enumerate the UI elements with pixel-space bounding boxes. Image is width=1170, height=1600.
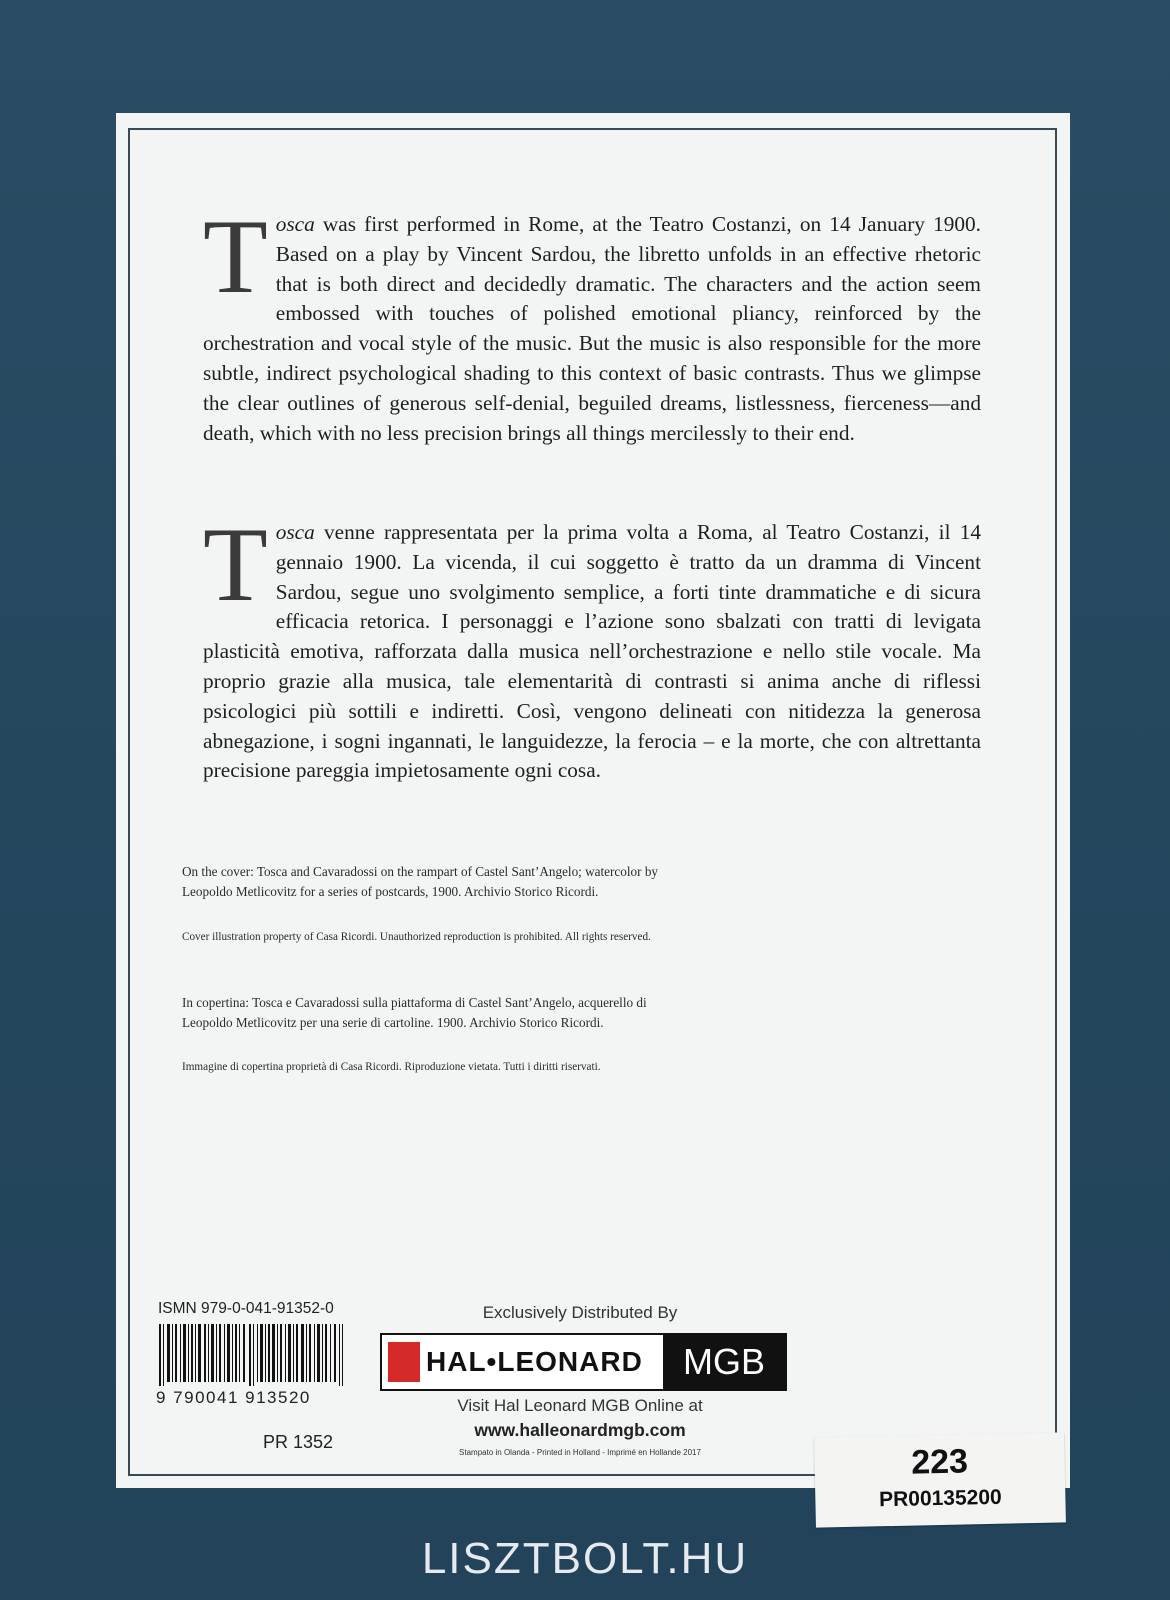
distributed-by-label: Exclusively Distributed By (482, 1303, 678, 1322)
barcode-graphic (159, 1324, 343, 1386)
hal-leonard-mgb-logo (380, 1333, 787, 1391)
barcode-digits: 9 790041 913520 (156, 1388, 311, 1407)
english-text: was first performed in Rome, at the Teatro Costanzi, on 14 January 1900. Based on a play by Vincent Sardou, the libretto unfolds in an effective rhetoric that is both direct and decidedly dramatic. The characters and the action seem embossed with touches of polished emotional pliancy, reinforced by the orchestration and vocal style of the music. But the music is also responsible for the more subtle, indirect psychological shading to this context of basic contrasts. Thus we glimpse the clear outlines of generous self-denial, beguiled dreams, listlessness, fierceness—and death, which with no less precision brings all things mercilessly to their end. (203, 212, 981, 445)
italian-description (203, 506, 981, 786)
website-url: www.halleonardmgb.com (474, 1420, 686, 1440)
cover-caption-italian: In copertina: Tosca e Cavaradossi sulla piattaforma di Castel Sant’Angelo, acquerello di Leopoldo Metlicovitz per una serie di cartoline. 1900. Archivio Storico Ricordi. (182, 995, 647, 1030)
dropcap-letter: T (203, 198, 268, 315)
ismn-label: ISMN 979-0-041-91352-0 (158, 1300, 334, 1317)
dropcap-letter: T (203, 506, 268, 623)
title-italic: osca (275, 520, 315, 544)
sticker-number: 223 (910, 1442, 969, 1482)
visit-online-label: Visit Hal Leonard MGB Online at (457, 1396, 703, 1415)
rights-notice-english: Cover illustration property of Casa Ricordi. Unauthorized reproduction is prohibited. All rights reserved. (182, 931, 651, 943)
watermark: LISZTBOLT.HU (421, 1534, 749, 1583)
english-description (203, 198, 981, 448)
price-sticker (814, 1432, 1066, 1527)
logo-mgb-block: MGB (663, 1335, 785, 1389)
rights-notice-italian: Immagine di copertina proprietà di Casa Ricordi. Riproduzione vietata. Tutti i diritti riservati. (182, 1061, 601, 1073)
product-code: PR 1352 (263, 1432, 334, 1452)
italian-text: venne rappresentata per la prima volta a Roma, al Teatro Costanzi, il 14 gennaio 1900. La vicenda, il cui soggetto è tratto da un dramma di Vincent Sardou, segue uno svolgimento semplice, a forti tinte drammatiche e di sicura efficacia retorica. I personaggi e l’azione sono sbalzati con tratti di levigata plasticità emotiva, rafforzata dalla musica nell’orchestrazione e nello stile vocale. Ma proprio grazie alla musica, tale elementarità di contrasti si anima anche di riflessi psicologici più sottili e indiretti. Così, vengono delineati con nitidezza la generosa abnegazione, i sogni ingannati, le languidezze, la ferocia – e la morte, che con altrettanta precisione pareggia impietosamente ogni cosa. (203, 520, 981, 783)
logo-wordmark: HAL•LEONARD (426, 1346, 643, 1377)
title-italic: osca (275, 212, 315, 236)
sticker-code: PR00135200 (878, 1485, 1002, 1512)
printed-in-note: Stampato in Olanda - Printed in Holland - Imprimé en Hollande 2017 (459, 1448, 701, 1457)
cover-caption-english: On the cover: Tosca and Cavaradossi on the rampart of Castel Sant’Angelo; watercolor by Leopoldo Metlicovitz for a series of postcards, 1900. Archivio Storico Ricordi. (182, 864, 659, 899)
hal-leonard-mark-icon (388, 1342, 420, 1382)
